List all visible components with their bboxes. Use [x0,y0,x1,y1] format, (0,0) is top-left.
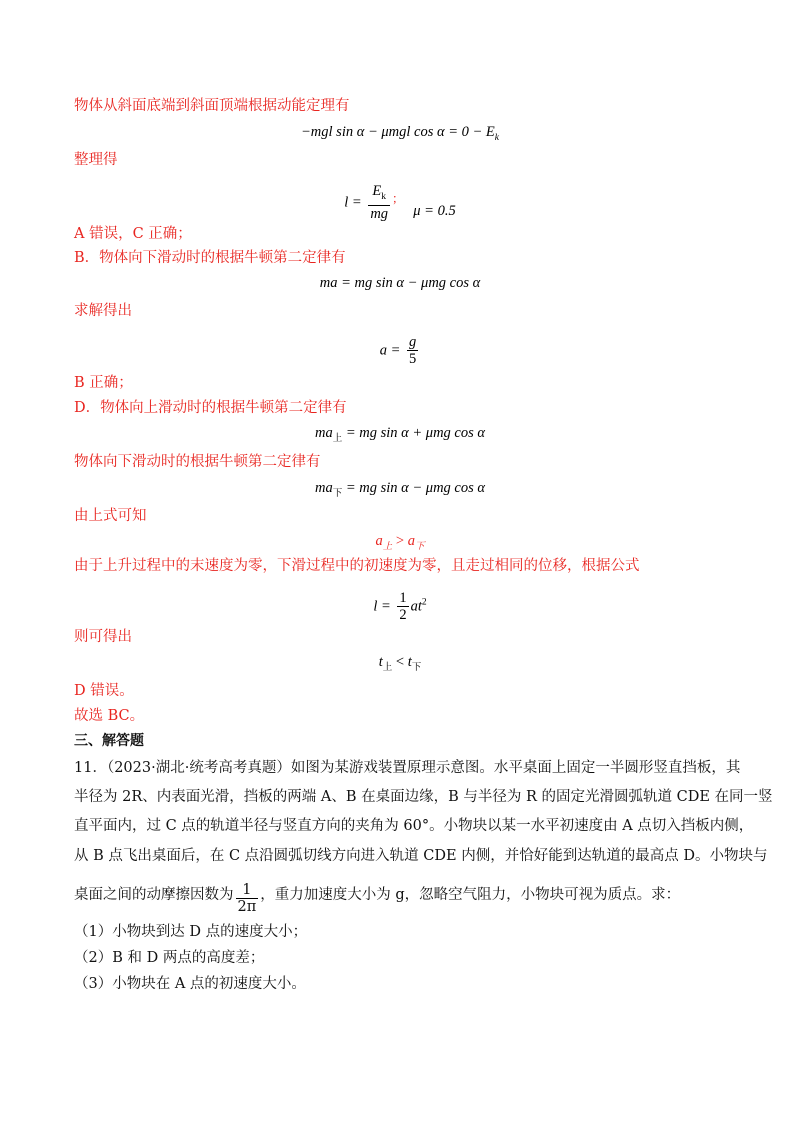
equation-displacement-right: at [410,598,422,615]
equation-displacement-left: l = [373,598,391,615]
equation-compare-t-left: t [378,654,383,670]
solution-line-11: 则可得出 [74,629,132,645]
equation-a-left: a = [379,342,401,359]
solution-line-1: 物体从斜面底端到斜面顶端根据动能定理有 [74,98,350,114]
equation-l-numerator-sub: k [381,192,386,202]
problem-line-1: 11．（2023·湖北·统考高考真题）如图为某游戏装置原理示意图。水平桌面上固定一半圆形竖直挡板，其 [74,760,741,776]
solution-line-12: D 错误。 [74,683,134,699]
friction-numerator: 1 [236,882,259,899]
equation-l-left: l = [344,194,362,211]
equation-compare-a-sub2: 下 [414,542,425,552]
equation-displacement-denominator: 2 [399,607,407,623]
equation-down-newton-2-a: ma [314,480,333,496]
section-heading: 三、解答题 [74,733,144,749]
solution-line-9: 由上式可知 [74,508,147,524]
equation-up-newton-sub: 上 [332,434,343,444]
equation-up-newton [0,423,800,449]
question-1: （1）小物块到达 D 点的速度大小； [74,924,308,940]
equation-down-newton-text: ma = mg sin α − μmg cos α [319,275,481,291]
equation-compare-a-left: a [375,533,383,549]
equation-displacement [0,590,800,623]
equation-down-newton [0,273,800,293]
solution-line-3: A 错误，C 正确； [74,226,192,242]
equation-a-denominator: 5 [409,351,417,367]
equation-energy-theorem [0,122,800,148]
friction-denominator: 2π [237,899,257,915]
equation-compare-a-right: a [407,533,415,549]
problem-line-5 [74,882,734,915]
equation-compare-a [0,531,800,557]
equation-a-fraction [407,334,418,367]
equation-up-newton-a: ma [314,425,333,441]
equation-a-numerator: g [409,334,417,350]
solution-line-2: 整理得 [74,152,118,168]
solution-line-5: 求解得出 [74,303,132,319]
equation-energy-theorem-text: −mgl sin α − μmgl cos α = 0 − E [301,124,495,140]
equation-energy-theorem-subscript: k [494,133,499,143]
equation-up-newton-b: = mg sin α + μmg cos α [342,425,485,441]
equation-compare-t-sub2: 下 [411,663,422,673]
equation-l-denominator: mg [370,206,389,222]
problem-line-3: 直平面内，过 C 点的轨道半径与竖直方向的夹角为 60°。小物块以某一水平初速度由 A 点切入挡板内侧， [74,818,754,834]
equation-compare-t [0,652,800,678]
equation-compare-a-sub1: 上 [382,542,393,552]
equation-compare-t-op: < [392,654,408,670]
equation-result-l-mu [0,183,800,222]
solution-line-7: D．物体向上滑动时的根据牛顿第二定律有 [74,400,347,416]
question-2: （2）B 和 D 两点的高度差； [74,950,265,966]
equation-compare-a-op: > [392,533,408,549]
equation-displacement-numerator: 1 [399,590,407,606]
problem-line-2: 半径为 2R、内表面光滑，挡板的两端 A、B 在桌面边缘，B 与半径为 R 的固定光滑圆弧轨道 CDE 在同一竖 [74,789,773,805]
equation-l-fraction [368,183,390,222]
equation-separator: ； [392,191,405,206]
question-3: （3）小物块在 A 点的初速度大小。 [74,976,306,992]
solution-line-13: 故选 BC。 [74,708,145,724]
equation-mu-value: μ = 0.5 [413,202,456,219]
equation-displacement-fraction [397,590,408,623]
solution-line-4: B．物体向下滑动时的根据牛顿第二定律有 [74,250,346,266]
solution-line-8: 物体向下滑动时的根据牛顿第二定律有 [74,454,321,470]
equation-down-newton-2 [0,478,800,504]
equation-down-newton-2-sub: 下 [332,489,343,499]
solution-line-10: 由于上升过程中的末速度为零，下滑过程中的初速度为零，且走过相同的位移，根据公式 [74,558,640,574]
equation-l-numerator: E [372,183,382,199]
problem-line-4: 从 B 点飞出桌面后，在 C 点沿圆弧切线方向进入轨道 CDE 内侧，并恰好能到达轨道的最高点 D。小物块与 [74,848,768,864]
equation-displacement-sup: 2 [421,597,427,608]
equation-down-newton-2-b: = mg sin α − μmg cos α [342,480,485,496]
equation-compare-t-sub1: 上 [382,663,393,673]
friction-fraction [236,882,259,915]
solution-line-6: B 正确； [74,375,133,391]
problem-line-5-end: ，重力加速度大小为 g，忽略空气阻力，小物块可视为质点。求： [260,887,681,903]
problem-line-5-start: 桌面之间的动摩擦因数为 [74,887,234,903]
equation-acceleration [0,334,800,367]
equation-compare-t-right: t [407,654,412,670]
